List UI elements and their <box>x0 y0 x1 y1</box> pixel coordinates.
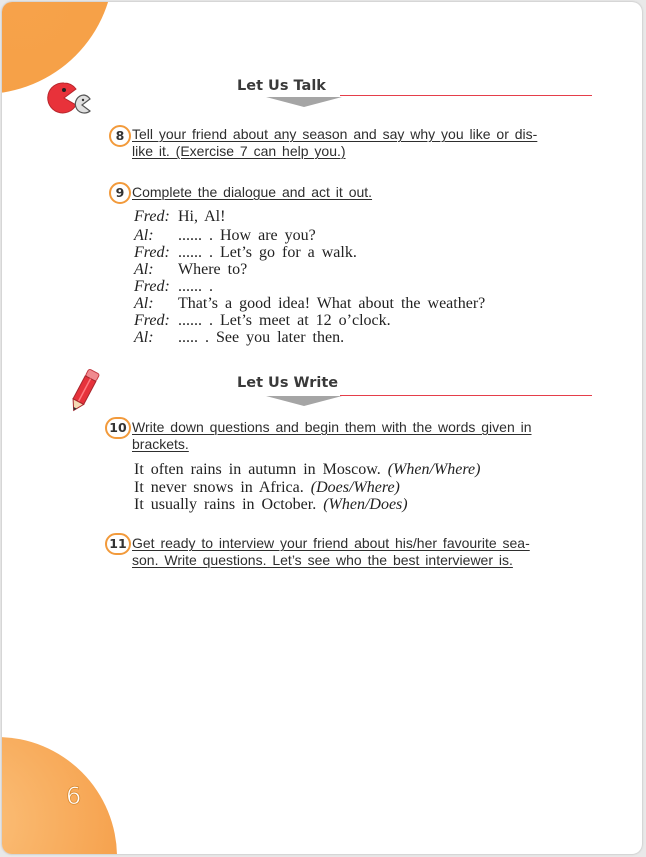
section-title: Let Us Talk <box>237 78 326 94</box>
sentence-text: It usually rains in October. <box>134 496 324 513</box>
dialogue-line <box>134 208 225 226</box>
exercise-number: 8 <box>109 125 131 147</box>
dialogue-text: ..... . See you later then. <box>178 329 345 346</box>
dialogue-text: ...... . How are you? <box>178 227 316 244</box>
task-sentence <box>134 479 400 497</box>
sentence-hint: (When/Does) <box>323 496 408 513</box>
speaker: Al: <box>134 329 154 346</box>
page-number: 6 <box>66 782 82 810</box>
sentence-hint: (Does/Where) <box>310 479 400 496</box>
dialogue-text: Where to? <box>178 261 248 278</box>
exercise-number: 11 <box>105 533 131 555</box>
section-title: Let Us Write <box>237 375 339 391</box>
dialogue-text: ...... . Let’s go for a walk. <box>178 244 357 261</box>
exercise-number: 9 <box>109 182 131 204</box>
section-divider <box>340 395 592 396</box>
exercise-instruction: like it. (Exercise 7 can help you.) <box>132 143 346 159</box>
speaker: Fred: <box>134 278 170 295</box>
section-talk-header <box>2 76 642 106</box>
speaker: Al: <box>134 261 154 278</box>
corner-decoration-bottom <box>2 737 117 854</box>
section-arrow <box>266 396 342 406</box>
task-sentence <box>134 496 408 514</box>
speaker: Fred: <box>134 312 170 329</box>
speaker: Al: <box>134 295 154 312</box>
exercise-instruction: Get ready to interview your friend about his/her favourite sea- <box>132 535 530 551</box>
task-sentence <box>134 461 480 479</box>
sentence-hint: (When/Where) <box>387 461 481 478</box>
speaker: Fred: <box>134 244 170 261</box>
exercise-instruction: brackets. <box>132 436 189 452</box>
exercise-instruction: Tell your friend about any season and say why you like or dis- <box>132 126 538 142</box>
dialogue-line <box>134 278 213 296</box>
sentence-text: It often rains in autumn in Moscow. <box>134 461 388 478</box>
exercise-instruction: Complete the dialogue and act it out. <box>132 184 373 200</box>
exercise-instruction: Write down questions and begin them with the words given in <box>132 419 532 435</box>
exercise-instruction: son. Write questions. Let’s see who the best interviewer is. <box>132 552 513 568</box>
section-write-header <box>2 374 642 404</box>
dialogue-line <box>134 244 357 262</box>
dialogue-text: That’s a good idea! What about the weather? <box>178 295 486 312</box>
sentence-text: It never snows in Africa. <box>134 479 311 496</box>
dialogue-line <box>134 329 344 347</box>
speaker: Fred: <box>134 208 170 225</box>
section-divider <box>340 95 592 96</box>
dialogue-line <box>134 227 316 245</box>
exercise-number: 10 <box>105 417 131 439</box>
dialogue-line <box>134 312 391 330</box>
dialogue-text: ...... . <box>178 278 213 295</box>
dialogue-text: ...... . Let’s meet at 12 o’clock. <box>178 312 391 329</box>
textbook-page <box>2 2 642 854</box>
dialogue-line <box>134 261 247 279</box>
speaker: Al: <box>134 227 154 244</box>
section-arrow <box>266 97 342 107</box>
dialogue-text: Hi, Al! <box>178 208 226 225</box>
dialogue-line <box>134 295 485 313</box>
